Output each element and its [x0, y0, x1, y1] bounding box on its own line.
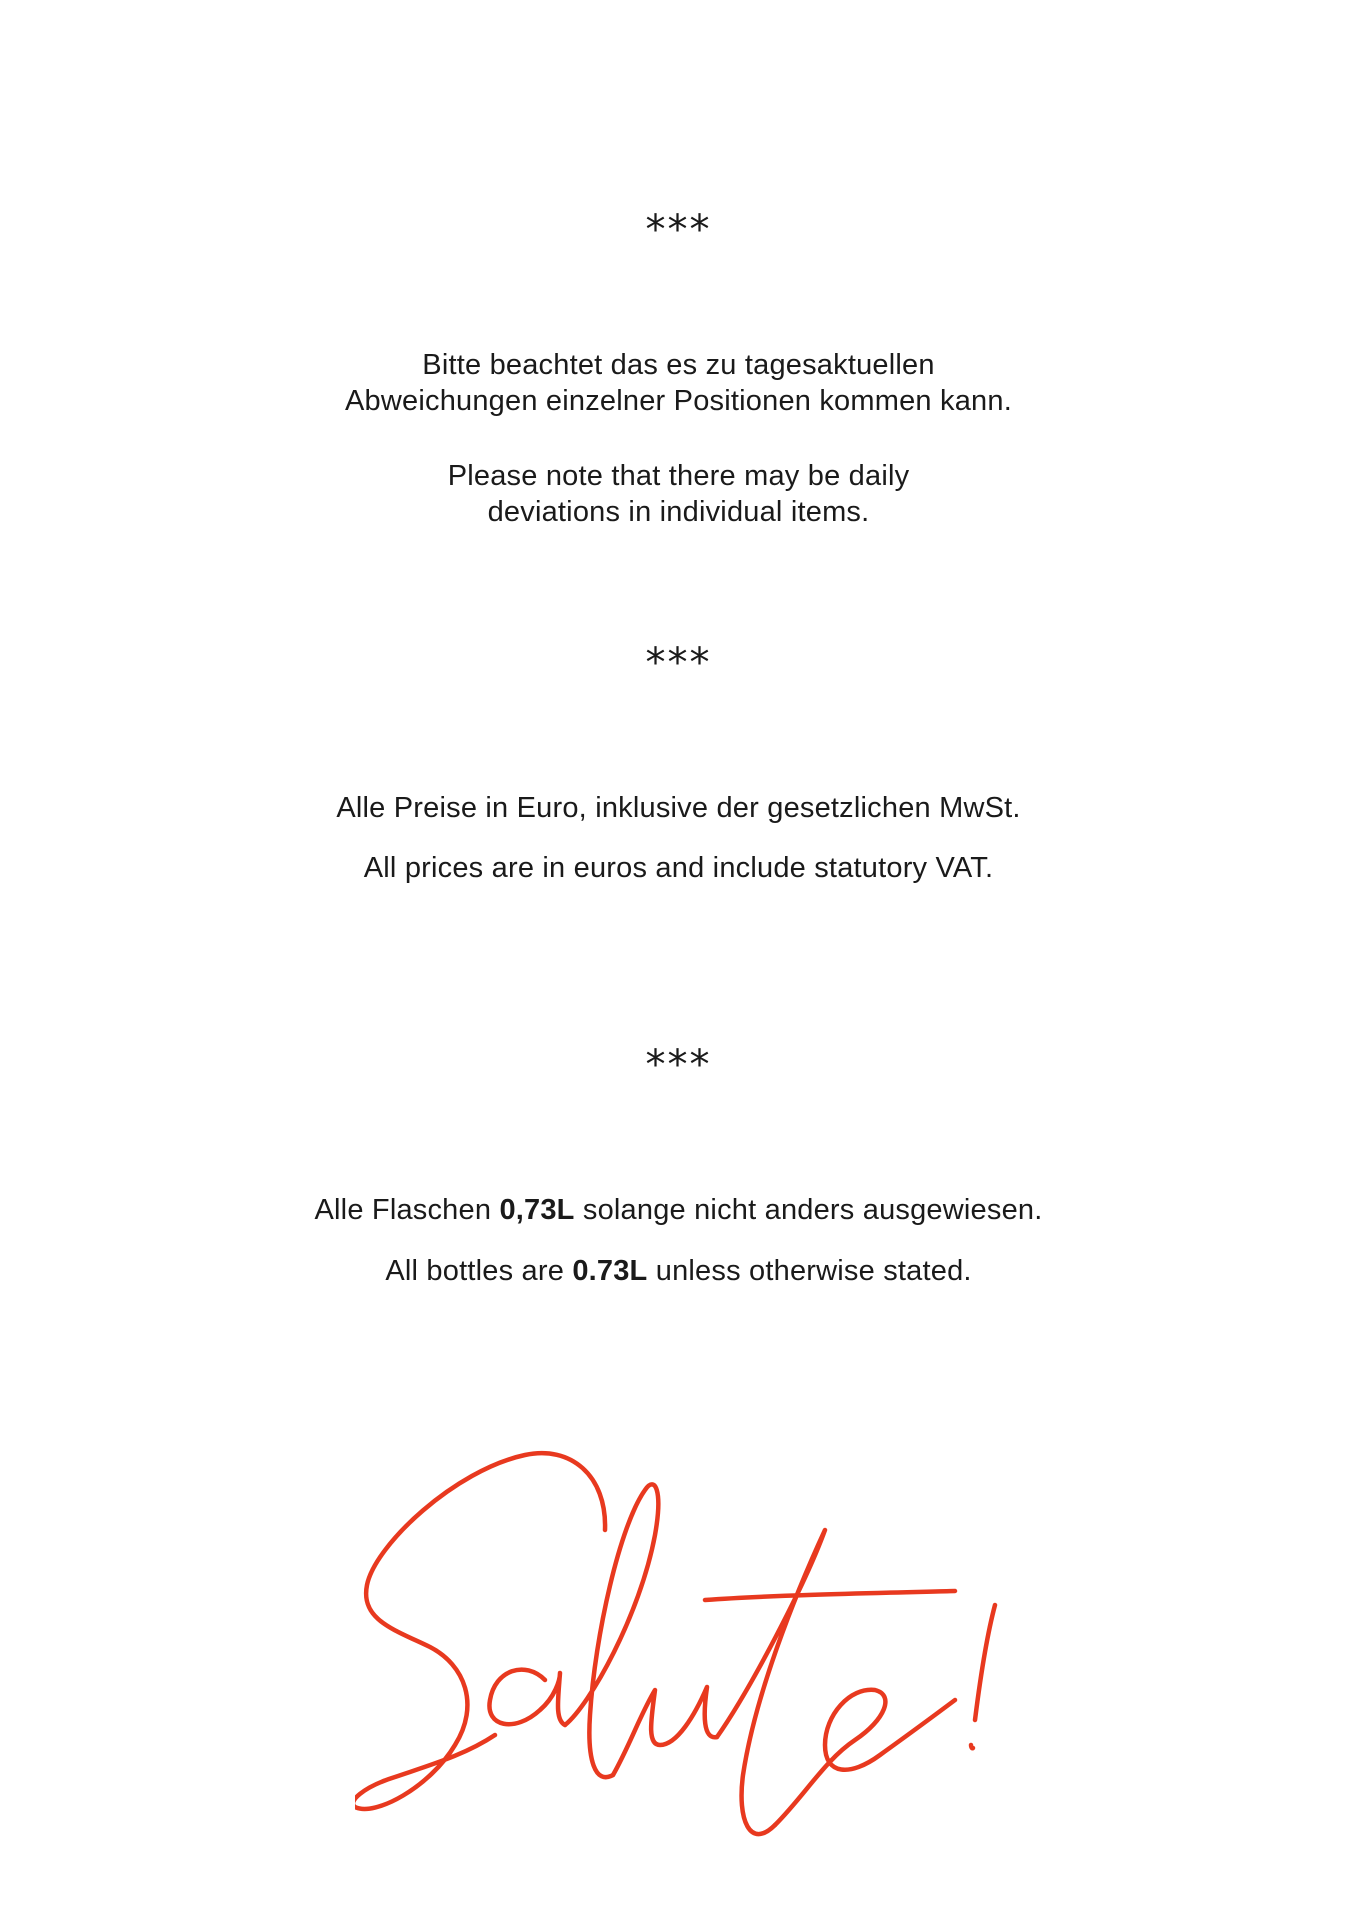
separator-stars: ***	[645, 640, 712, 686]
bottles-german-text	[0, 1192, 1357, 1228]
notice-english-line-1: Please note that there may be daily	[447, 460, 910, 492]
prices-english	[0, 850, 1357, 886]
bottles-english	[0, 1253, 1357, 1289]
bottles-english-text	[0, 1253, 1357, 1289]
salute-script-drawing	[355, 1415, 1145, 1855]
notice-german-line-2: Abweichungen einzelner Positionen kommen kann.	[345, 385, 1012, 417]
bottles-german-prefix: Alle Flaschen	[314, 1194, 500, 1226]
separator-stars: ***	[645, 207, 712, 253]
prices-german	[0, 790, 1357, 826]
salute-signature	[355, 1415, 1145, 1855]
notice-german	[0, 347, 1357, 419]
bottles-german-volume: 0,73L	[499, 1194, 575, 1226]
notice-german-line-1: Bitte beachtet das es zu tagesaktuellen	[422, 349, 935, 381]
bottles-german-suffix: solange nicht anders ausgewiesen.	[574, 1194, 1043, 1226]
notice-english-line-2: deviations in individual items.	[487, 496, 870, 528]
prices-german-text: Alle Preise in Euro, inklusive der gesetzlichen MwSt.	[336, 792, 1021, 824]
notice-english	[0, 458, 1357, 530]
bottles-english-suffix: unless otherwise stated.	[647, 1255, 972, 1287]
prices-english-text: All prices are in euros and include statutory VAT.	[363, 852, 994, 884]
bottles-english-volume: 0.73L	[572, 1255, 648, 1287]
separator-stars: ***	[645, 1042, 712, 1088]
bottles-english-prefix: All bottles are	[385, 1255, 573, 1287]
bottles-german	[0, 1192, 1357, 1228]
